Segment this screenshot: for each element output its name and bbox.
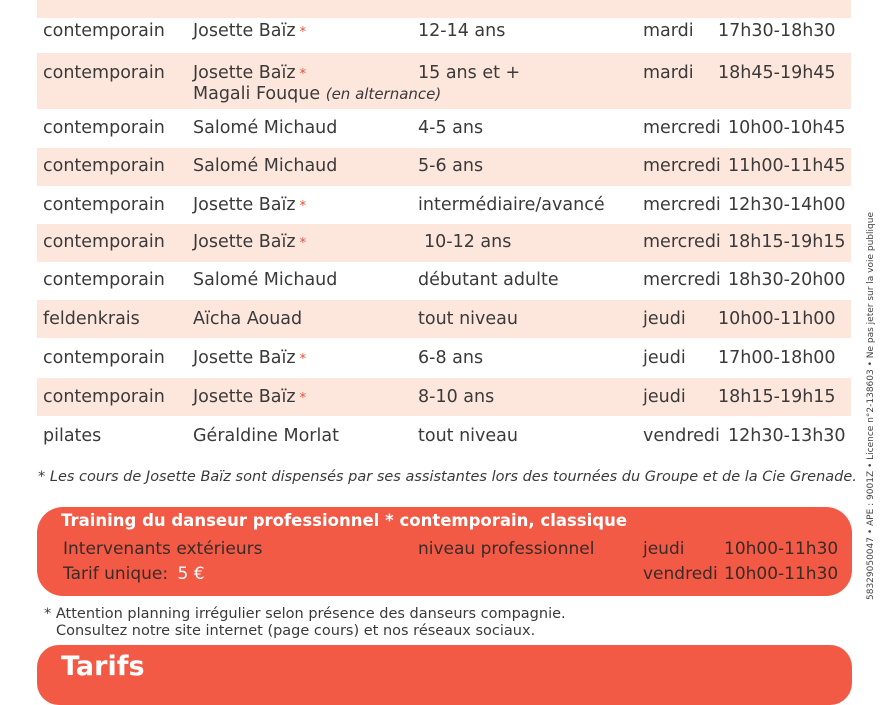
cell-style: contemporain	[43, 118, 165, 138]
cell-day: jeudi	[643, 348, 686, 368]
cell-teacher: Aïcha Aouad	[193, 309, 303, 329]
cell-day: mercredi	[643, 156, 721, 176]
table-row	[37, 224, 851, 262]
planning-note-1: * Attention planning irrégulier selon présence des danseurs compagnie.	[44, 606, 566, 622]
cell-day: mercredi	[643, 118, 721, 138]
footnote: * Les cours de Josette Baïz sont dispensés par ses assistantes lors des tournées du Groupe et de la Cie Grenade.	[38, 469, 857, 485]
table-row	[37, 339, 851, 377]
cell-level: tout niveau	[418, 426, 518, 446]
cell-time: 12h30-13h30	[728, 426, 846, 446]
cell-time: 10h00-11h00	[718, 309, 836, 329]
cell-time: 11h00-11h45	[728, 156, 846, 176]
cell-level: 6-8 ans	[418, 348, 484, 368]
cell-style: contemporain	[43, 348, 165, 368]
table-row	[37, 417, 851, 455]
cell-teacher: Salomé Michaud	[193, 270, 338, 290]
asterisk-mark: *	[299, 199, 307, 214]
cell-time: 18h15-19h15	[728, 232, 846, 252]
cell-level: 15 ans et +	[418, 63, 521, 83]
cell-style: contemporain	[43, 21, 165, 41]
cell-teacher-2: Magali Fouque (en alternance)	[193, 84, 442, 104]
cell-day: jeudi	[643, 309, 686, 329]
cell-day: mercredi	[643, 195, 721, 215]
cell-day: jeudi	[643, 387, 686, 407]
cell-teacher: Josette Baïz *	[193, 21, 307, 41]
asterisk-mark: *	[299, 391, 307, 406]
cell-teacher: Géraldine Morlat	[193, 426, 339, 446]
cell-time: 18h30-20h00	[728, 270, 846, 290]
cell-time: 18h45-19h45	[718, 63, 836, 83]
cell-teacher: Josette Baïz *	[193, 387, 307, 407]
table-row	[37, 14, 851, 52]
training-time-1: 10h00-11h30	[724, 539, 839, 559]
cell-level: tout niveau	[418, 309, 518, 329]
cell-time: 10h00-10h45	[728, 118, 846, 138]
alternance-note: (en alternance)	[325, 85, 442, 103]
cell-time: 17h00-18h00	[718, 348, 836, 368]
cell-teacher: Josette Baïz *	[193, 63, 307, 83]
training-box	[37, 507, 852, 596]
asterisk-mark: *	[299, 25, 307, 40]
training-day-1: jeudi	[643, 539, 685, 559]
cell-time: 12h30-14h00	[728, 195, 846, 215]
training-price-label: Tarif unique:	[63, 564, 169, 584]
cell-style: pilates	[43, 426, 102, 446]
cell-level: 12-14 ans	[418, 21, 506, 41]
cell-time: 17h30-18h30	[718, 21, 836, 41]
table-row	[37, 300, 851, 338]
table-row	[37, 53, 851, 109]
tarifs-heading: Tarifs	[61, 651, 145, 682]
cell-style: contemporain	[43, 270, 165, 290]
cell-level: 10-12 ans	[424, 232, 512, 252]
cell-teacher: Salomé Michaud	[193, 118, 338, 138]
cell-teacher: Salomé Michaud	[193, 156, 338, 176]
cell-style: contemporain	[43, 63, 165, 83]
cell-level: débutant adulte	[418, 270, 559, 290]
cell-level: 5-6 ans	[418, 156, 484, 176]
training-price-row	[63, 564, 205, 584]
asterisk-mark: *	[299, 236, 307, 251]
training-price: 5 €	[177, 564, 205, 584]
training-level: niveau professionnel	[418, 539, 595, 559]
planning-note-2: Consultez notre site internet (page cours) et nos réseaux sociaux.	[56, 623, 536, 639]
cell-style: contemporain	[43, 156, 165, 176]
cell-level: 4-5 ans	[418, 118, 484, 138]
asterisk-mark: *	[299, 352, 307, 367]
cell-style: contemporain	[43, 195, 165, 215]
table-row	[37, 187, 851, 223]
legal-sidebar: 58329050047 • APE : 9001Z • Licence n°2-138603 • Ne pas jeter sur la voie publique	[866, 212, 876, 600]
cell-teacher: Josette Baïz *	[193, 348, 307, 368]
table-row	[37, 148, 851, 186]
training-day-2: vendredi	[643, 564, 718, 584]
tarifs-banner	[37, 645, 852, 705]
cell-time: 18h15-19h15	[718, 387, 836, 407]
cell-style: contemporain	[43, 232, 165, 252]
training-speakers: Intervenants extérieurs	[63, 539, 263, 559]
cell-day: vendredi	[643, 426, 720, 446]
table-row	[37, 262, 851, 299]
cell-day: mercredi	[643, 232, 721, 252]
asterisk-mark: *	[299, 67, 307, 82]
cell-day: mardi	[643, 63, 694, 83]
cell-day: mardi	[643, 21, 694, 41]
cell-day: mercredi	[643, 270, 721, 290]
cell-level: intermédiaire/avancé	[418, 195, 605, 215]
training-title: Training du danseur professionnel * contemporain, classique	[61, 511, 628, 530]
cell-level: 8-10 ans	[418, 387, 495, 407]
table-row	[37, 378, 851, 416]
table-row	[37, 110, 851, 147]
training-time-2: 10h00-11h30	[724, 564, 839, 584]
cell-style: contemporain	[43, 387, 165, 407]
cell-teacher: Josette Baïz *	[193, 195, 307, 215]
cell-teacher: Josette Baïz *	[193, 232, 307, 252]
cell-style: feldenkrais	[43, 309, 140, 329]
